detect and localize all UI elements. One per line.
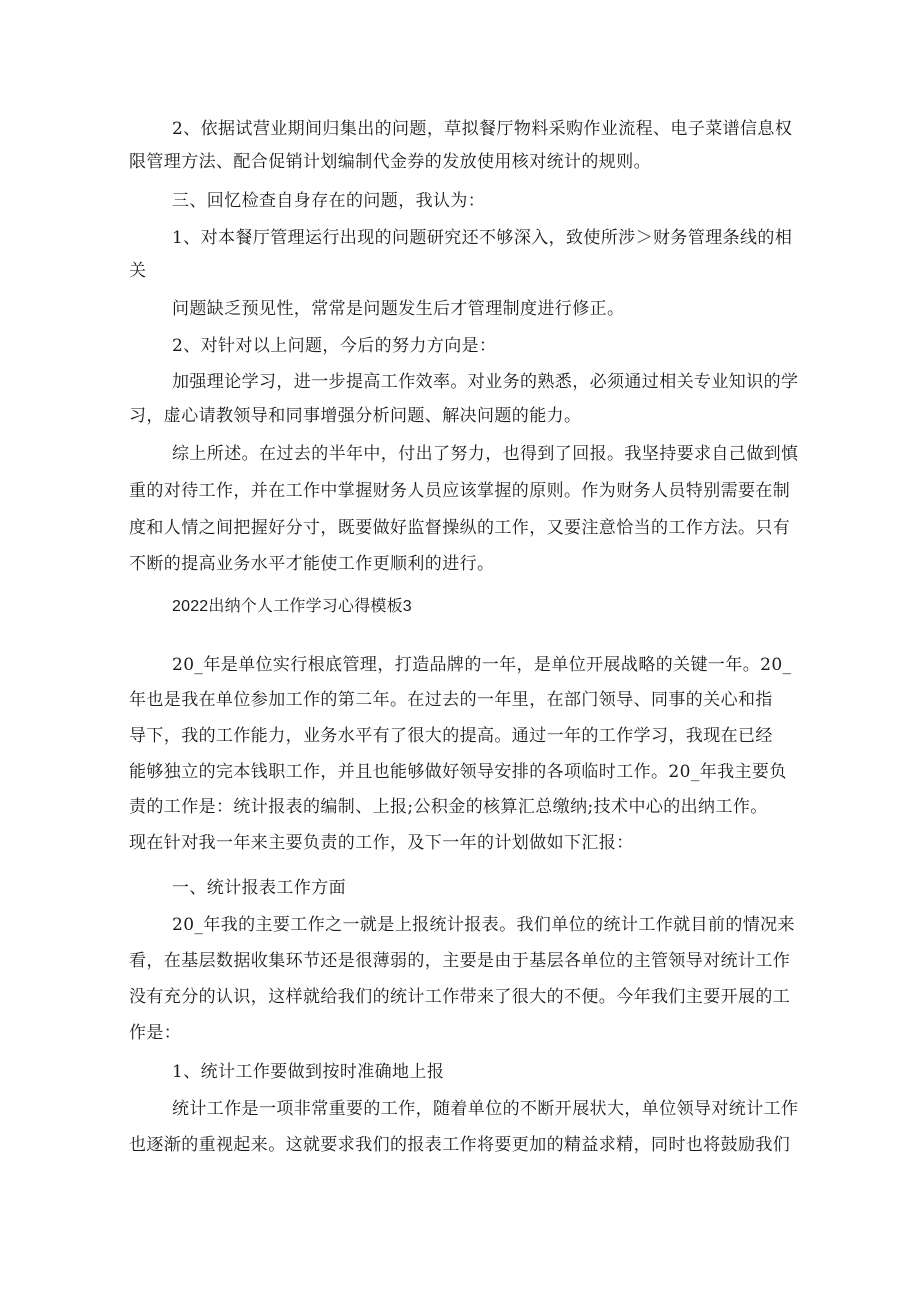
text-line: 度和人情之间把握好分寸，既要做好监督操纵的工作，又要注意恰当的工作方法。只有 [129,518,791,538]
text-line: 能够独立的完本钱职工作，并且也能够做好领导安排的各项临时工作。20_年我主要负 [129,762,787,782]
section-title: 2022出纳个人工作学习心得模板3 [172,598,412,615]
text-line: 2、对针对以上问题，今后的努力方向是： [172,336,497,356]
text-line: 作是： [129,1023,182,1043]
text-line: 现在针对我一年来主要负责的工作，及下一年的计划做如下汇报： [129,833,634,853]
text-line: 导下，我的工作能力，业务水平有了很大的提高。通过一年的工作学习，我现在已经 [129,726,773,746]
text-line: 1、对本餐厅管理运行出现的问题研究还不够深入，致使所涉＞财务管理条线的相 [172,228,793,248]
text-line: 问题缺乏预见性，常常是问题发生后才管理制度进行修正。 [172,299,625,319]
text-line: 20_年我的主要工作之一就是上报统计报表。我们单位的统计工作就目前的情况来 [172,915,795,935]
text-line: 2、依据试营业期间归集出的问题，草拟餐厅物料采购作业流程、电子菜谱信息权 [172,119,793,139]
text-line: 习，虚心请教领导和同事增强分析问题、解决问题的能力。 [129,406,582,426]
text-line: 加强理论学习，进一步提高工作效率。对业务的熟悉，必须通过相关专业知识的学 [172,372,799,392]
text-line: 重的对待工作，并在工作中掌握财务人员应该掌握的原则。作为财务人员特别需要在制 [129,481,791,501]
text-line: 看，在基层数据收集环节还是很薄弱的，主要是由于基层各单位的主管领导对统计工作 [129,951,791,971]
text-line: 也逐渐的重视起来。这就要求我们的报表工作将要更加的精益求精，同时也将鼓励我们 [129,1135,791,1155]
text-line: 责的工作是：统计报表的编制、上报;公积金的核算汇总缴纳;技术中心的出纳工作。 [129,797,768,817]
text-line: 关 [129,261,147,281]
text-line: 不断的提高业务水平才能使工作更顺利的进行。 [129,554,495,574]
text-line: 综上所述。在过去的半年中，付出了努力，也得到了回报。我坚持要求自己做到慎 [172,444,799,464]
text-line: 没有充分的认识，这样就给我们的统计工作带来了很大的不便。今年我们主要开展的工 [129,987,791,1007]
text-line: 一、统计报表工作方面 [172,878,346,898]
text-line: 1、统计工作要做到按时准确地上报 [172,1062,445,1082]
text-line: 三、回忆检查自身存在的问题，我认为： [172,191,486,211]
text-line: 20_年是单位实行根底管理，打造品牌的一年，是单位开展战略的关键一年。20_ [172,655,792,675]
text-line: 限管理方法、配合促销计划编制代金券的发放使用核对统计的规则。 [129,152,651,172]
text-line: 年也是我在单位参加工作的第二年。在过去的一年里，在部门领导、同事的关心和指 [129,690,773,710]
text-line: 统计工作是一项非常重要的工作，随着单位的不断开展状大，单位领导对统计工作 [172,1099,799,1119]
